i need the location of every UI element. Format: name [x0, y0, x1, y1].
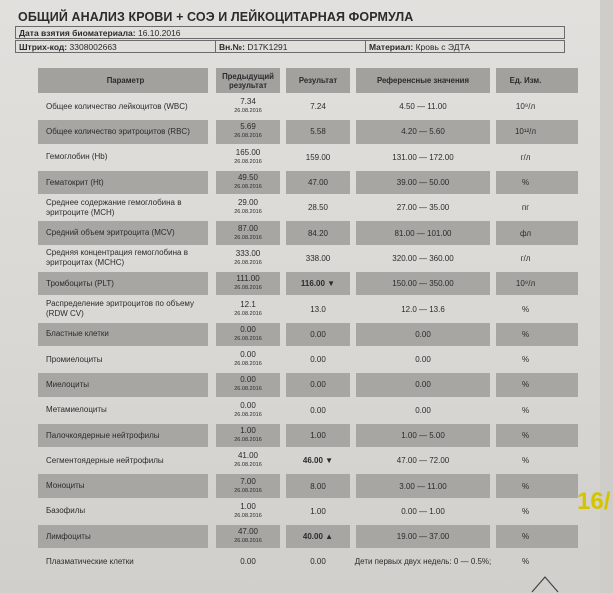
row-param: Метамиелоциты [46, 405, 107, 415]
row-ref: 12.0 — 13.6 [401, 304, 445, 314]
row-prev [213, 300, 283, 319]
row-result: 1.00 [310, 431, 326, 440]
row-ref: 150.00 — 350.00 [392, 279, 454, 289]
row-prev-date: 26.08.2016 [234, 259, 262, 266]
row-ref: 19.00 — 37.00 [396, 532, 450, 542]
row-prev [213, 224, 283, 243]
table-row [38, 271, 578, 296]
table-row [38, 448, 578, 473]
row-param: Средняя концентрация гемоглобина в эритроцитах (MCHC) [46, 248, 188, 268]
row-param: Сегментоядерные нейтрофилы [46, 455, 164, 465]
row-result: 0.00 [310, 557, 326, 567]
row-prev-date: 26.08.2016 [234, 386, 262, 393]
row-unit: % [521, 304, 530, 314]
row-prev-value: 111.00 [236, 274, 260, 284]
row-unit: % [521, 405, 530, 415]
row-result: 40.00 ▲ [302, 532, 334, 542]
row-prev [213, 477, 283, 496]
row-ref: 0.00 [415, 405, 431, 415]
row-prev-date: 26.08.2016 [234, 538, 262, 545]
header-unit: Ед. Изм. [509, 76, 542, 85]
row-prev [213, 557, 283, 567]
row-prev [213, 375, 283, 394]
row-result: 47.00 [307, 178, 329, 188]
barcode-label: Штрих-код: [19, 42, 68, 52]
row-unit: 10¹²/л [514, 127, 537, 137]
row-prev-date: 26.08.2016 [234, 512, 262, 519]
row-prev-value: 41.00 [237, 451, 259, 461]
row-result: 5.58 [310, 127, 326, 137]
report-title: ОБЩИЙ АНАЛИЗ КРОВИ + СОЭ И ЛЕЙКОЦИТАРНАЯ ФОРМУЛА [18, 10, 414, 24]
row-result: 1.00 [310, 506, 326, 516]
table-header [38, 67, 578, 94]
row-prev-date: 26.08.2016 [234, 108, 262, 115]
row-ref: 131.00 — 172.00 [392, 152, 454, 162]
row-prev [213, 97, 283, 116]
table-row [38, 296, 578, 321]
row-result: 338.00 [305, 253, 331, 263]
row-prev-value: 0.00 [240, 324, 256, 334]
row-prev-date: 26.08.2016 [234, 361, 262, 368]
table-row [38, 347, 578, 372]
row-ref: 3.00 — 11.00 [399, 481, 447, 491]
row-prev [213, 350, 283, 369]
pen-mark-icon [530, 574, 560, 593]
row-prev-value: 5.69 [240, 122, 256, 132]
row-unit: % [521, 456, 530, 466]
row-prev-value: 29.00 [237, 198, 259, 208]
row-prev [213, 198, 283, 217]
row-prev [213, 122, 283, 141]
row-prev-date: 26.08.2016 [234, 158, 262, 165]
row-result: 159.00 [305, 152, 331, 162]
row-param: Общее количество эритроцитов (RBC) [46, 126, 190, 136]
row-param: Общее количество лейкоцитов (WBC) [46, 101, 188, 111]
row-prev [213, 274, 283, 293]
row-prev-value: 0.00 [240, 375, 256, 385]
row-unit: фл [519, 228, 532, 238]
row-prev-date: 26.08.2016 [234, 285, 262, 292]
barcode-cell [16, 41, 216, 52]
row-prev [213, 148, 283, 167]
table-row [38, 549, 578, 574]
row-ref: 39.00 — 50.00 [396, 178, 450, 188]
header-prev: Предыдущий результат [222, 71, 274, 90]
row-ref: 27.00 — 35.00 [396, 203, 450, 213]
row-result: 0.00 [310, 405, 326, 415]
row-result: 0.00 [310, 380, 326, 390]
header-ref: Референсные значения [376, 76, 470, 85]
row-ref: 0.00 [415, 329, 431, 339]
collection-date-row [15, 26, 565, 39]
corner-annotation: 16/ [577, 488, 611, 515]
row-ref: 0.00 [415, 380, 431, 390]
row-result: 46.00 ▼ [302, 456, 334, 466]
collection-date-value: 16.10.2016 [137, 28, 181, 38]
table-row [38, 119, 578, 144]
row-ref: 1.00 — 5.00 [401, 431, 445, 440]
row-unit: 10⁹/л [515, 102, 536, 112]
table-row [38, 398, 578, 423]
row-prev [213, 173, 283, 192]
row-unit: % [521, 178, 530, 188]
row-prev-value: 7.34 [240, 97, 256, 107]
material-label: Материал: [369, 42, 414, 52]
row-result: 28.50 [307, 203, 329, 213]
row-prev [213, 451, 283, 470]
table-row [38, 499, 578, 524]
table-row [38, 94, 578, 119]
row-param: Промиелоциты [46, 354, 103, 364]
row-prev-value: 0.00 [240, 556, 256, 566]
table-row [38, 246, 578, 271]
row-param: Гемоглобин (Hb) [46, 152, 108, 162]
row-prev [213, 249, 283, 268]
barcode-value: 3308002663 [69, 42, 117, 52]
row-ref: 320.00 — 360.00 [392, 253, 454, 263]
row-prev-value: 0.00 [240, 400, 256, 410]
row-ref: 4.20 — 5.60 [401, 127, 445, 137]
row-ref: 0.00 [415, 355, 431, 365]
row-prev-value: 87.00 [237, 223, 259, 233]
row-prev-value: 47.00 [237, 527, 259, 537]
row-prev-value: 7.00 [240, 476, 256, 486]
collection-date-label: Дата взятия биоматериала: [19, 28, 136, 38]
row-param: Палочкоядерные нейтрофилы [46, 430, 160, 440]
material-cell [366, 41, 564, 52]
row-param: Тромбоциты (PLT) [46, 278, 114, 288]
table-row [38, 145, 578, 170]
row-prev-date: 26.08.2016 [234, 437, 262, 443]
row-param: Лимфоциты [46, 531, 91, 541]
row-prev [213, 401, 283, 420]
row-unit: % [521, 329, 530, 339]
row-result: 116.00 ▼ [300, 279, 336, 289]
row-result: 0.00 [310, 329, 326, 339]
row-prev-date: 26.08.2016 [234, 487, 262, 494]
row-ref: 0.00 — 1.00 [401, 506, 445, 516]
table-row [38, 423, 578, 448]
row-prev-date: 26.08.2016 [234, 209, 262, 216]
vn-label: Вн.№: [219, 42, 245, 52]
material-value: Кровь с ЭДТА [415, 42, 471, 52]
row-prev-date: 26.08.2016 [234, 335, 262, 342]
table-row [38, 322, 578, 347]
table-row [38, 170, 578, 195]
row-prev [213, 426, 283, 445]
row-unit: % [521, 431, 530, 440]
vn-value: D17K1291 [247, 42, 288, 52]
row-prev [213, 325, 283, 344]
row-prev [213, 502, 283, 521]
row-ref: 81.00 — 101.00 [394, 228, 452, 238]
header-param: Параметр [106, 76, 145, 85]
row-result: 0.00 [310, 355, 326, 365]
row-prev-value: 49.50 [237, 173, 259, 183]
row-unit: % [521, 557, 530, 567]
row-param: Бластные клетки [46, 329, 109, 339]
row-prev-date: 26.08.2016 [234, 234, 262, 241]
row-result: 7.24 [310, 102, 326, 112]
row-result: 13.0 [310, 304, 326, 314]
sample-info-row [15, 40, 565, 53]
row-param: Миелоциты [46, 379, 89, 389]
row-ref: Дети первых двух недель: 0 — 0.5%; [354, 557, 492, 567]
row-prev-date: 26.08.2016 [234, 411, 262, 418]
row-prev-value: 12.1 [240, 299, 256, 309]
results-table [38, 67, 578, 575]
row-param: Гематокрит (Ht) [46, 177, 104, 187]
row-unit: пг [521, 203, 530, 213]
row-prev-value: 333.00 [235, 248, 261, 258]
row-param: Распределение эритроцитов по объему (RDW CV) [46, 299, 195, 319]
row-unit: % [521, 355, 530, 365]
row-param: Средний объем эритроцита (MCV) [46, 228, 175, 238]
row-param: Среднее содержание гемоглобина в эритроците (MCH) [46, 197, 182, 217]
table-row [38, 372, 578, 397]
table-row [38, 220, 578, 245]
row-unit: % [521, 532, 530, 542]
table-row [38, 524, 578, 549]
row-ref: 47.00 — 72.00 [396, 456, 450, 466]
header-result: Результат [298, 76, 338, 85]
row-result: 84.20 [307, 228, 329, 238]
table-row [38, 473, 578, 498]
vn-cell [216, 41, 366, 52]
row-unit: г/л [520, 152, 531, 162]
row-prev-value: 0.00 [240, 350, 256, 360]
row-prev-date: 26.08.2016 [234, 184, 262, 191]
row-unit: % [521, 380, 530, 390]
row-prev-date: 26.08.2016 [234, 462, 262, 469]
row-unit: % [521, 481, 530, 491]
row-unit: % [521, 506, 530, 516]
row-unit: г/л [520, 253, 531, 263]
row-param: Плазматические клетки [46, 556, 134, 566]
row-prev-value: 1.00 [240, 426, 256, 435]
row-prev-date: 26.08.2016 [234, 310, 262, 317]
row-unit: 10⁹/л [515, 279, 536, 289]
row-param: Моноциты [46, 481, 85, 491]
row-prev-value: 1.00 [240, 501, 256, 511]
row-param: Базофилы [46, 506, 86, 516]
row-prev [213, 527, 283, 546]
table-row [38, 195, 578, 220]
row-prev-value: 165.00 [235, 147, 261, 157]
row-result: 8.00 [310, 481, 326, 491]
row-ref: 4.50 — 11.00 [399, 102, 447, 112]
row-prev-date: 26.08.2016 [234, 133, 262, 140]
